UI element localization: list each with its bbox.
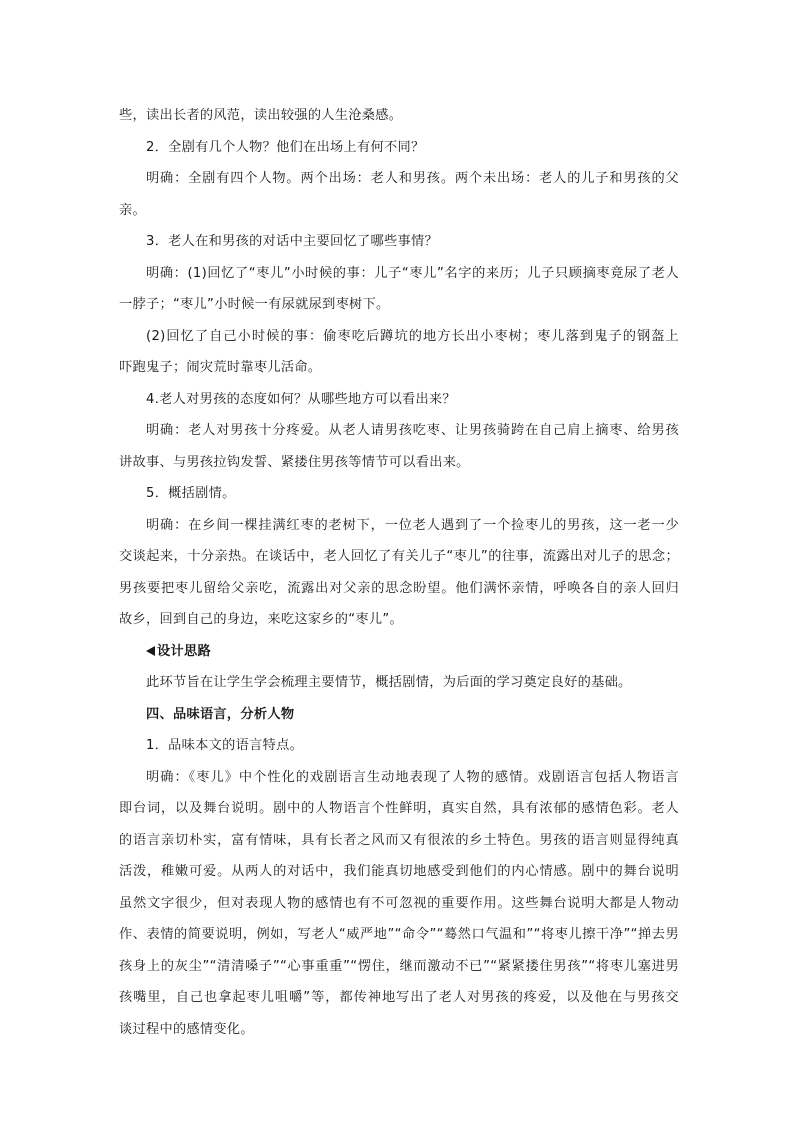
question-line: 1．品味本文的语言特点。 <box>146 738 304 753</box>
answer-line: 明确：全剧有四个人物。两个出场：老人和男孩。两个未出场：老人的儿子和男孩的父 <box>146 171 679 186</box>
answer-line: 故乡，回到自己的身边，来吃这家乡的“枣儿”。 <box>119 612 404 627</box>
question-line: 2．全剧有几个人物？他们在出场上有何不同？ <box>146 139 425 155</box>
answer-line: 孩嘴里，自己也拿起枣儿咀嚼”等，都传神地写出了老人对男孩的疼爱，以及他在与男孩交 <box>119 990 679 1005</box>
answer-line: 明确：老人对男孩十分疼爱。从老人请男孩吃枣、让男孩骑跨在自己肩上摘枣、给男孩 <box>146 423 679 438</box>
triangle-marker-icon <box>146 646 155 656</box>
answer-line: 亲。 <box>119 202 146 218</box>
answer-line: 谈过程中的感情变化。 <box>119 1021 254 1037</box>
question-line: 5．概括剧情。 <box>146 486 236 501</box>
answer-line: 作、表情的简要说明，例如，写老人“威严地”“命令”“蓦然口气温和”“将枣儿擦干净”“掸去男 <box>119 927 679 942</box>
answer-line: 虽然文字很少，但对表现人物的感情也有不可忽视的重要作用。这些舞台说明大都是人物动 <box>119 895 679 911</box>
document-body <box>119 100 679 1045</box>
answer-line: 男孩要把枣儿留给父亲吃，流露出对父亲的思念盼望。他们满怀亲情，呼唤各自的亲人回归 <box>119 580 679 596</box>
answer-line: 交谈起来，十分亲热。在谈话中，老人回忆了有关儿子“枣儿”的往事，流露出对儿子的思念； <box>119 549 679 564</box>
paragraph-line: 此环节旨在让学生学会梳理主要情节，概括剧情，为后面的学习奠定良好的基础。 <box>146 675 632 690</box>
section-heading: 四、品味语言，分析人物 <box>146 706 295 722</box>
paragraph-line: 些，读出长者的风范，读出较强的人生沧桑感。 <box>119 108 403 123</box>
answer-line: 活泼，稚嫩可爱。从两人的对话中，我们能真切地感受到他们的内心情感。剧中的舞台说明 <box>119 864 679 879</box>
question-line: 4.老人对男孩的态度如何？从哪些地方可以看出来？ <box>146 391 456 407</box>
answer-line: (2)回忆了自己小时候的事：偷枣吃后蹲坑的地方长出小枣树；枣儿落到鬼子的钢盔上 <box>146 328 679 344</box>
answer-line: 讲故事、与男孩拉钩发誓、紧搂住男孩等情节可以看出来。 <box>119 454 470 470</box>
answer-line: 明确：(1)回忆了“枣儿”小时候的事：儿子“枣儿”名字的来历；儿子只顾摘枣竟尿了老人 <box>146 265 679 281</box>
answer-line: 明确：《枣儿》中个性化的戏剧语言生动地表现了人物的感情。戏剧语言包括人物语言 <box>146 769 679 785</box>
answer-line: 即台词，以及舞台说明。剧中的人物语言个性鲜明，真实自然，具有浓郁的感情色彩。老人 <box>119 801 679 816</box>
answer-line: 明确：在乡间一棵挂满红枣的老树下，一位老人遇到了一个捡枣儿的男孩，这一老一少 <box>146 517 679 533</box>
design-idea-label: 设计思路 <box>157 643 211 659</box>
question-line: 3．老人在和男孩的对话中主要回忆了哪些事情？ <box>146 234 438 249</box>
answer-line: 一脖子；“枣儿”小时候一有尿就尿到枣树下。 <box>119 297 390 312</box>
answer-line: 孩身上的灰尘”“清清嗓子”“心事重重”“愣住，继而激动不已”“紧紧搂住男孩”“将枣儿塞进男 <box>119 958 679 974</box>
design-idea-heading <box>119 636 679 668</box>
answer-line: 的语言亲切朴实，富有情味，具有长者之风而又有很浓的乡土特色。男孩的语言则显得纯真 <box>119 832 679 848</box>
answer-line: 吓跑鬼子；闹灾荒时靠枣儿活命。 <box>119 360 322 375</box>
